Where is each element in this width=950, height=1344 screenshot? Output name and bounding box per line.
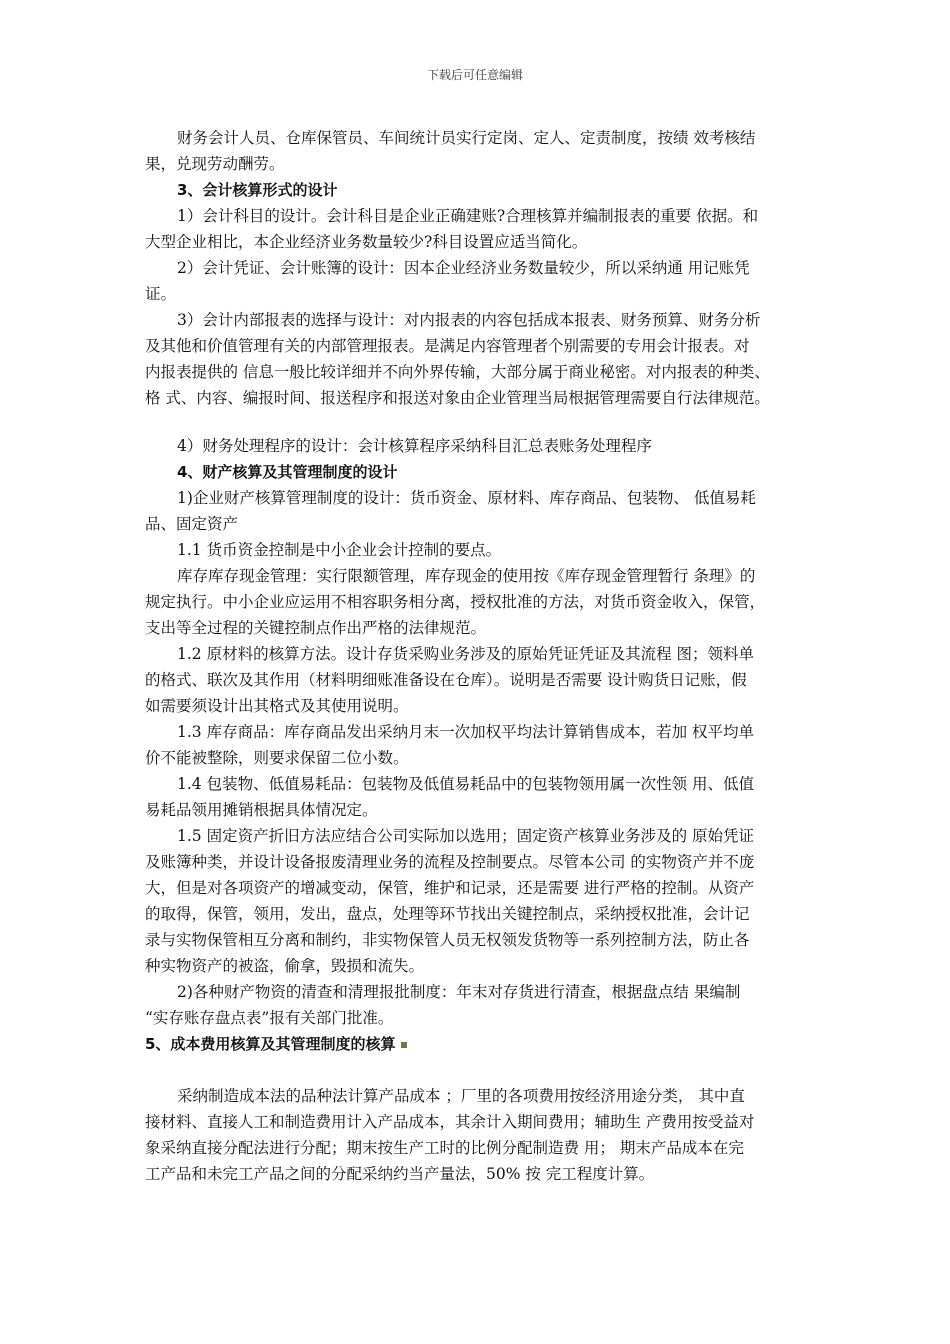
- text-line-content: 大型企业相比，本企业经济业务数量较少?科目设置应适当简化。: [145, 233, 588, 251]
- text-line: [145, 514, 238, 534]
- text-line: [145, 154, 285, 174]
- text-line: [177, 206, 758, 226]
- text-line-content: 1.1 货币资金控制是中小企业会计控制的要点。: [177, 541, 502, 559]
- text-line-content: 种实物资产的被盗，偷拿，毁损和流失。: [145, 957, 425, 975]
- text-line-content: 的格式、联次及其作用（材料明细账准备设在仓库）。说明是否需要 设计购货日记账，假: [145, 671, 747, 689]
- text-line: [145, 1112, 754, 1132]
- text-line-content: 格 式、内容、编报时间、报送程序和报送对象由企业管理当局根据管理需要自行法律规范。: [145, 389, 770, 407]
- text-line-content: 接材料、直接人工和制造费用计入产品成本，其余计入期间费用；辅助生 产费用按受益对: [145, 1113, 755, 1131]
- text-line-content: 易耗品领用摊销根据具体情况定。: [145, 801, 378, 819]
- text-line: [177, 436, 652, 456]
- text-line: [145, 956, 424, 976]
- text-line-content: 大，但是对各项资产的增减变动，保管，维护和记录，还是需要 进行严格的控制。从资产: [145, 879, 755, 897]
- text-line-content: 1.2 原材料的核算方法。设计存货采购业务涉及的原始凭证凭证及其流程 图；领料单: [177, 645, 755, 663]
- section-heading: [145, 1034, 407, 1054]
- text-line-content: 1.5 固定资产折旧方法应结合公司实际加以选用；固定资产核算业务涉及的 原始凭证: [177, 827, 755, 845]
- text-line: [145, 852, 754, 872]
- section-heading: [177, 462, 397, 482]
- text-line-content: 1.3 库存商品：库存商品发出采纳月末一次加权平均法计算销售成本，若加 权平均单: [177, 723, 755, 741]
- text-line: [177, 310, 760, 330]
- text-line: [177, 1086, 745, 1106]
- text-line-content: 如需要须设计出其格式及其使用说明。: [145, 697, 409, 715]
- text-line: [145, 696, 409, 716]
- text-line-content: 内报表提供的 信息一般比较详细并不向外界传输，大部分属于商业秘密。对内报表的种类、: [145, 363, 770, 381]
- text-line-content: 1)企业财产核算管理制度的设计：货币资金、原材料、库存商品、包装物、 低值易耗: [177, 489, 756, 507]
- text-line-content: 1.4 包装物、低值易耗品：包装物及低值易耗品中的包装物领用属一次性领 用、低值: [177, 775, 755, 793]
- text-line-content: 工产品和未完工产品之间的分配采纳约当产量法，50% 按 完工程度计算。: [145, 1165, 655, 1183]
- text-line-content: 1）会计科目的设计。会计科目是企业正确建账?合理核算并编制报表的重要 依据。和: [177, 207, 759, 225]
- text-line-content: 规定执行。中小企业应运用不相容职务相分离，授权批准的方法，对货币资金收入，保管，: [145, 593, 766, 611]
- text-line: [177, 540, 501, 560]
- text-line-content: “实存账存盘点表”报有关部门批准。: [145, 1009, 394, 1027]
- text-line-content: 3）会计内部报表的选择与设计：对内报表的内容包括成本报表、财务预算、财务分析: [177, 311, 761, 329]
- text-line: [145, 1008, 393, 1028]
- text-line: [177, 488, 756, 508]
- text-line-content: 证。: [145, 285, 177, 303]
- text-line: [177, 722, 754, 742]
- text-line: [177, 644, 754, 664]
- text-line: [177, 826, 754, 846]
- text-line: [145, 670, 747, 690]
- marker-icon: [401, 1042, 407, 1048]
- text-line: [177, 128, 755, 148]
- text-line-content: 及其他和价值管理有关的内部管理报表。是满足内容管理者个别需要的专用会计报表。对: [145, 337, 750, 355]
- text-line: [177, 258, 750, 278]
- section-heading: [177, 180, 337, 200]
- text-line: [145, 362, 770, 382]
- text-line: [145, 904, 750, 924]
- page-header: 下载后可任意编辑: [426, 68, 523, 82]
- text-line-content: 5、成本费用核算及其管理制度的核算: [145, 1035, 396, 1053]
- text-line-content: 品、固定资产: [145, 515, 239, 533]
- text-line-content: 2）会计凭证、会计账簿的设计：因本企业经济业务数量较少，所以采纳通 用记账凭: [177, 259, 750, 277]
- text-line-content: 价不能被整除，则要求保留二位小数。: [145, 749, 409, 767]
- text-line: [177, 982, 740, 1002]
- text-line: [145, 1164, 654, 1184]
- text-line: [145, 1138, 744, 1158]
- text-line-content: 果，兑现劳动酬劳。: [145, 155, 285, 173]
- text-line: [145, 284, 176, 304]
- text-line: [145, 618, 486, 638]
- text-line: [145, 232, 587, 252]
- text-line-content: 4、财产核算及其管理制度的设计: [177, 463, 398, 481]
- text-line-content: 库存库存现金管理：实行限额管理，库存现金的使用按《库存现金管理暂行 条理》的: [177, 567, 756, 585]
- text-line: [145, 592, 765, 612]
- text-line-content: 的取得，保管，领用，发出，盘点，处理等环节找出关键控制点，采纳授权批准，会计记: [145, 905, 750, 923]
- text-line-content: 支出等全过程的关键控制点作出严格的法律规范。: [145, 619, 487, 637]
- text-line-content: 2)各种财产物资的清查和清理报批制度：年末对存货进行清查，根据盘点结 果编制: [177, 983, 741, 1001]
- text-line-content: 采纳制造成本法的品种法计算产品成本 ；厂里的各项费用按经济用途分类， 其中直: [177, 1087, 745, 1105]
- text-line: [177, 566, 755, 586]
- text-line-content: 财务会计人员、仓库保管员、车间统计员实行定岗、定人、定责制度，按绩 效考核结: [177, 129, 756, 147]
- text-line: [145, 930, 750, 950]
- text-line-content: 及账簿种类，并设计设备报废清理业务的流程及控制要点。尽管本公司 的实物资产并不庞: [145, 853, 755, 871]
- text-line-content: 4）财务处理程序的设计：会计核算程序采纳科目汇总表账务处理程序: [177, 437, 652, 455]
- text-line-content: 象采纳直接分配法进行分配；期末按生产工时的比例分配制造费 用； 期末产品成本在完: [145, 1139, 744, 1157]
- text-line: [145, 388, 770, 408]
- text-line: [145, 336, 750, 356]
- text-line: [145, 800, 378, 820]
- text-line: [145, 878, 754, 898]
- text-line-content: 3、会计核算形式的设计: [177, 181, 338, 199]
- text-line: [145, 748, 409, 768]
- text-line: [177, 774, 754, 794]
- text-line-content: 录与实物保管相互分离和制约，非实物保管人员无权领发货物等一系列控制方法，防止各: [145, 931, 750, 949]
